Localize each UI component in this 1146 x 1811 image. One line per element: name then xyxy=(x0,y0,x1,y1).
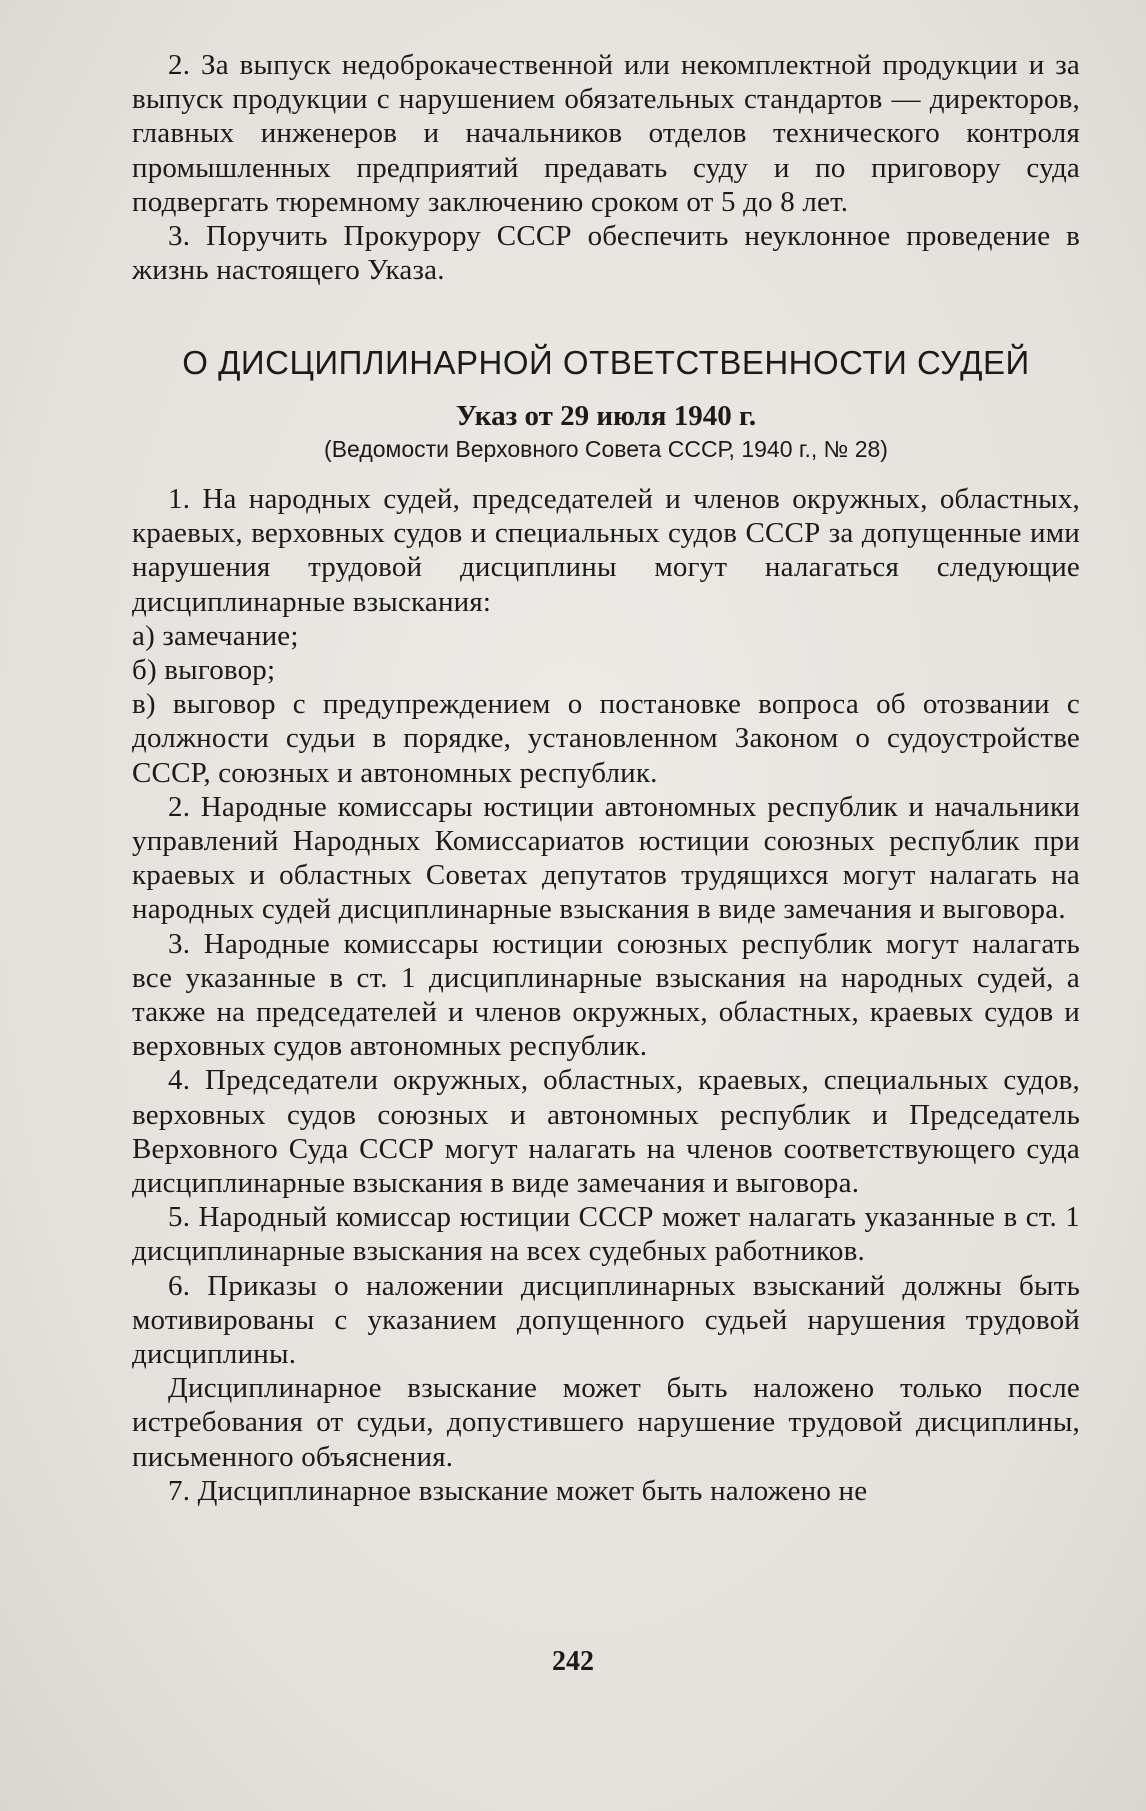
decree-text xyxy=(132,482,1080,1508)
page-number: 242 xyxy=(552,1646,594,1677)
list-item: а) замечание; xyxy=(132,619,299,652)
paragraph: 1. На народных судей, председателей и членов окружных, областных, краевых, верховных судов и специальных судов СССР за допущенные ими нарушения трудовой дисциплины могут налагаться следующие дисциплинарные взыскания: xyxy=(132,483,1080,618)
paragraph: 5. Народный комиссар юстиции СССР может налагать указанные в ст. 1 дисциплинарные взыскания на всех судебных работников. xyxy=(132,1201,1080,1268)
list-item: б) выговор; xyxy=(132,654,276,687)
paragraph: 2. За выпуск недоброкачественной или некомплектной продукции и за выпуск продукции с нарушением обязательных стандартов — директоров, главных инженеров и начальников отделов технического контроля промышленных предприятий предавать суду и по приговору суда подвергать тюремному заключению сроком от 5 до 8 лет. xyxy=(132,49,1080,218)
paragraph: 7. Дисциплинарное взыскание может быть наложено не xyxy=(168,1474,868,1507)
paragraph: Дисциплинарное взыскание может быть наложено только после истребования от судьи, допустившего нарушение трудовой дисциплины, письменного объяснения. xyxy=(132,1372,1080,1473)
paragraph: 2. Народные комиссары юстиции автономных республик и начальники управлений Народных Комиссариатов юстиции союзных республик при краевых и областных Советах депутатов трудящихся могут налагать на народных судей дисциплинарные взыскания в виде замечания и выговора. xyxy=(132,790,1080,926)
decree-source: (Ведомости Верховного Совета СССР, 1940 г., № 28) xyxy=(324,436,888,462)
list-item: в) выговор с предупреждением о постановке вопроса об отозвании с должности судьи в порядке, установленном Законом о судоустройстве СССР, союзных и автономных республик. xyxy=(132,688,1080,789)
paragraph: 3. Поручить Прокурору СССР обеспечить неуклонное проведение в жизнь настоящего Указа. xyxy=(132,220,1080,287)
decree-date: Указ от 29 июля 1940 г. xyxy=(455,400,757,432)
paragraph: 4. Председатели окружных, областных, краевых, специальных судов, верховных судов союзных и автономных республик и Председатель Верховного Суда СССР могут налагать на членов соответствующего суда дисциплинарные взыскания в виде замечания и выговора. xyxy=(132,1064,1080,1200)
section-title: О ДИСЦИПЛИНАРНОЙ ОТВЕТСТВЕННОСТИ СУДЕЙ xyxy=(182,344,1030,381)
paragraph: 3. Народные комиссары юстиции союзных республик могут налагать все указанные в ст. 1 дисциплинарные взыскания на народных судей, а также на председателей и членов окружных, областных, краевых судов и верховных судов автономных республик. xyxy=(132,927,1080,1063)
paragraph: 6. Приказы о наложении дисциплинарных взысканий должны быть мотивированы с указанием допущенного судьей нарушения трудовой дисциплины. xyxy=(132,1269,1080,1371)
top-text xyxy=(132,48,1080,287)
